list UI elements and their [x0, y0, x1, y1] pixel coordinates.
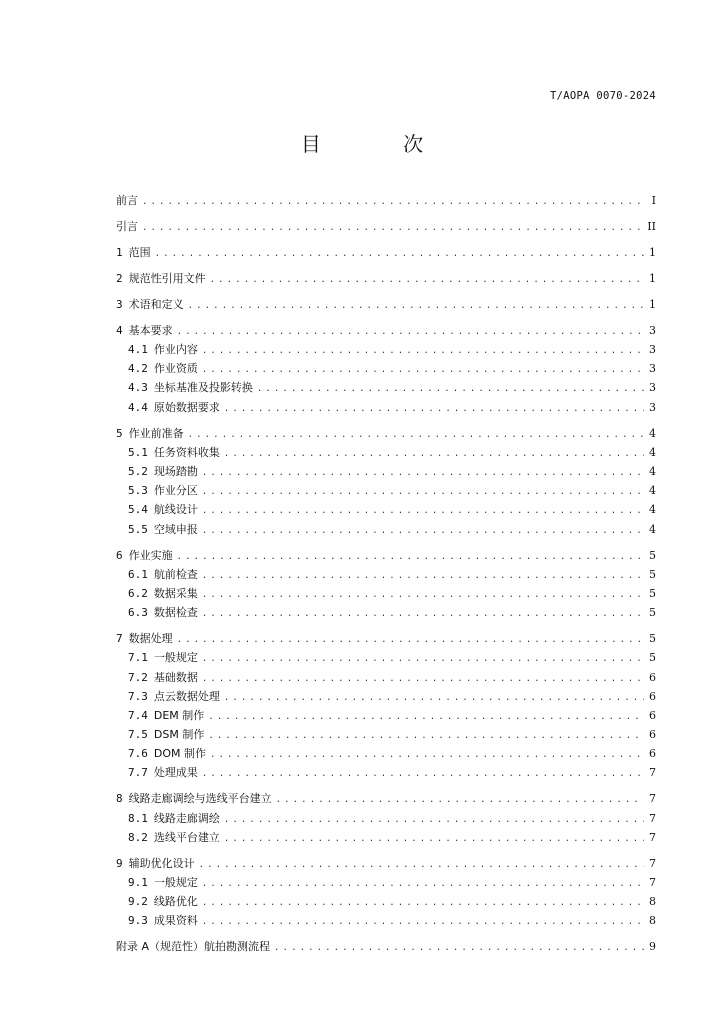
toc-entry-page-number: 7 — [649, 811, 656, 825]
toc-title: 目 次 — [300, 132, 462, 156]
toc-subsection-entry[interactable] — [116, 668, 656, 687]
toc-entry-label: 现场踏勘 — [153, 465, 198, 479]
toc-entry-label: 航前检查 — [153, 567, 198, 581]
toc-entry-label: 术语和定义 — [128, 297, 184, 311]
dot-leader — [274, 939, 644, 958]
toc-entry-number: 5.2 — [128, 465, 148, 479]
toc-entry-number: 1 — [116, 245, 123, 259]
toc-entry-page-number: 7 — [649, 875, 656, 889]
toc-entry-label: 选线平台建立 — [153, 830, 220, 844]
toc-entry-number: 4.1 — [128, 343, 148, 357]
toc-entry-label: 数据处理 — [128, 632, 173, 646]
toc-entry-label: 原始数据要求 — [153, 400, 220, 414]
toc-section-entry[interactable] — [116, 424, 656, 443]
toc-entry-page-number: 4 — [649, 522, 656, 536]
toc-section-entry[interactable] — [116, 854, 656, 873]
toc-entry-number: 5.4 — [128, 503, 148, 517]
toc-entry-label: 附录 A（规范性）航拍勘测流程 — [116, 940, 271, 954]
toc-subsection-entry[interactable] — [116, 648, 656, 667]
toc-entry-label: 范围 — [128, 245, 151, 259]
toc-section-entry[interactable] — [116, 629, 656, 648]
toc-entry-number: 4.3 — [128, 381, 148, 395]
toc-entry-label: 规范性引用文件 — [128, 271, 206, 285]
toc-subsection-entry[interactable] — [116, 520, 656, 539]
toc-subsection-entry[interactable] — [116, 565, 656, 584]
toc-subsection-entry[interactable] — [116, 481, 656, 500]
toc-entry-number: 2 — [116, 271, 123, 285]
toc-section-entry[interactable] — [116, 191, 656, 210]
toc-section-entry[interactable] — [116, 937, 656, 956]
toc-entry-label: 引言 — [116, 219, 138, 233]
toc-entry-number: 7.4 — [128, 708, 148, 722]
toc-entry-label: 处理成果 — [153, 766, 198, 780]
toc-entry-label: 任务资料收集 — [153, 445, 220, 459]
dot-leader — [210, 271, 644, 290]
toc-entry-page-number: 8 — [649, 914, 656, 928]
toc-entry-label: 前言 — [116, 194, 138, 207]
toc-entry-label: 空域申报 — [153, 522, 198, 536]
toc-subsection-entry[interactable] — [116, 443, 656, 462]
toc-entry-number: 9.3 — [128, 914, 148, 928]
toc-subsection-entry[interactable] — [116, 603, 656, 622]
toc-subsection-entry[interactable] — [116, 500, 656, 519]
toc-entry-page-number: 7 — [649, 856, 656, 870]
toc-entry-page-number: I — [651, 194, 656, 207]
toc-subsection-entry[interactable] — [116, 809, 656, 828]
toc-subsection-entry[interactable] — [116, 763, 656, 782]
toc-entry-label: 航线设计 — [153, 503, 198, 517]
toc-entry-page-number: 3 — [649, 381, 656, 395]
toc-entry-label: 作业内容 — [153, 343, 198, 357]
toc-entry-label: DSM 制作 — [153, 728, 205, 742]
toc-entry-label: DOM 制作 — [153, 747, 206, 761]
toc-entry-number: 9.2 — [128, 895, 148, 909]
toc-entry-number: 7.2 — [128, 670, 148, 684]
toc-entry-number: 7 — [116, 632, 123, 646]
toc-entry-number: 5.3 — [128, 484, 148, 498]
dot-leader — [202, 522, 644, 541]
toc-entry-number: 7.7 — [128, 766, 148, 780]
dot-leader — [202, 765, 644, 784]
toc-entry-number: 7.6 — [128, 747, 148, 761]
table-of-contents — [116, 191, 656, 957]
toc-entry-number: 5.1 — [128, 445, 148, 459]
toc-entry-page-number: 4 — [649, 465, 656, 479]
toc-entry-number: 8.2 — [128, 830, 148, 844]
toc-entry-label: 基本要求 — [128, 323, 173, 337]
toc-entry-number: 6.3 — [128, 606, 148, 620]
toc-entry-label: 数据采集 — [153, 586, 198, 600]
toc-entry-label: 作业分区 — [153, 484, 198, 498]
dot-leader — [188, 297, 644, 316]
toc-subsection-entry[interactable] — [116, 725, 656, 744]
toc-entry-label: 基础数据 — [153, 670, 198, 684]
toc-entry-page-number: 6 — [649, 689, 656, 703]
dot-leader — [142, 193, 644, 212]
toc-entry-page-number: 3 — [649, 343, 656, 357]
toc-entry-label: 线路走廊调绘 — [153, 811, 220, 825]
document-code: T/AOPA 0070-2024 — [550, 90, 656, 102]
toc-entry-page-number: 5 — [649, 548, 656, 562]
toc-subsection-entry[interactable] — [116, 911, 656, 930]
toc-entry-page-number: 5 — [649, 606, 656, 620]
toc-subsection-entry[interactable] — [116, 892, 656, 911]
toc-entry-page-number: 5 — [649, 586, 656, 600]
toc-entry-page-number: 4 — [649, 484, 656, 498]
toc-entry-number: 7.3 — [128, 689, 148, 703]
toc-entry-label: 点云数据处理 — [153, 689, 220, 703]
toc-entry-label: 作业前准备 — [128, 426, 184, 440]
dot-leader — [202, 913, 644, 932]
toc-subsection-entry[interactable] — [116, 359, 656, 378]
toc-entry-page-number: 1 — [649, 297, 656, 311]
toc-entry-page-number: 6 — [649, 747, 656, 761]
toc-entry-page-number: 8 — [649, 895, 656, 909]
toc-entry-page-number: 7 — [649, 830, 656, 844]
toc-entry-page-number: II — [647, 219, 656, 233]
toc-entry-label: DEM 制作 — [153, 708, 205, 722]
toc-subsection-entry[interactable] — [116, 378, 656, 397]
toc-entry-label: 线路优化 — [153, 895, 198, 909]
toc-subsection-entry[interactable] — [116, 873, 656, 892]
toc-entry-page-number: 5 — [649, 567, 656, 581]
toc-entry-number: 4.2 — [128, 362, 148, 376]
toc-entry-label: 作业实施 — [128, 548, 173, 562]
toc-entry-number: 5.5 — [128, 522, 148, 536]
toc-entry-page-number: 3 — [649, 400, 656, 414]
toc-entry-number: 6.1 — [128, 567, 148, 581]
toc-entry-number: 4 — [116, 323, 123, 337]
toc-subsection-entry[interactable] — [116, 828, 656, 847]
toc-section-entry[interactable] — [116, 295, 656, 314]
toc-entry-page-number: 6 — [649, 670, 656, 684]
dot-leader — [142, 219, 643, 238]
toc-entry-page-number: 5 — [649, 651, 656, 665]
toc-section-entry[interactable] — [116, 789, 656, 808]
toc-entry-page-number: 3 — [649, 362, 656, 376]
toc-entry-page-number: 5 — [649, 632, 656, 646]
toc-section-entry[interactable] — [116, 217, 656, 236]
toc-entry-label: 辅助优化设计 — [128, 856, 195, 870]
toc-entry-page-number: 3 — [649, 323, 656, 337]
toc-entry-number: 5 — [116, 426, 123, 440]
toc-subsection-entry[interactable] — [116, 340, 656, 359]
toc-entry-label: 成果资料 — [153, 914, 198, 928]
toc-entry-number: 9.1 — [128, 875, 148, 889]
toc-entry-number: 7.5 — [128, 728, 148, 742]
toc-entry-page-number: 7 — [649, 766, 656, 780]
toc-subsection-entry[interactable] — [116, 398, 656, 417]
dot-leader — [224, 830, 644, 849]
toc-entry-label: 线路走廊调绘与选线平台建立 — [128, 792, 272, 806]
toc-subsection-entry[interactable] — [116, 462, 656, 481]
toc-subsection-entry[interactable] — [116, 744, 656, 763]
toc-entry-page-number: 1 — [649, 245, 656, 259]
toc-entry-number: 6.2 — [128, 586, 148, 600]
toc-section-entry[interactable] — [116, 243, 656, 262]
toc-entry-page-number: 1 — [649, 271, 656, 285]
toc-entry-number: 8.1 — [128, 811, 148, 825]
toc-entry-page-number: 9 — [649, 940, 656, 954]
toc-section-entry[interactable] — [116, 269, 656, 288]
toc-entry-number: 6 — [116, 548, 123, 562]
toc-entry-page-number: 4 — [649, 445, 656, 459]
toc-section-entry[interactable] — [116, 546, 656, 565]
toc-subsection-entry[interactable] — [116, 706, 656, 725]
toc-entry-number: 7.1 — [128, 651, 148, 665]
toc-entry-number: 9 — [116, 856, 123, 870]
dot-leader — [155, 245, 644, 264]
toc-subsection-entry[interactable] — [116, 584, 656, 603]
toc-entry-label: 坐标基准及投影转换 — [153, 381, 253, 395]
toc-entry-label: 一般规定 — [153, 875, 198, 889]
toc-entry-label: 数据检查 — [153, 606, 198, 620]
toc-entry-page-number: 4 — [649, 426, 656, 440]
toc-section-entry[interactable] — [116, 321, 656, 340]
toc-entry-number: 4.4 — [128, 400, 148, 414]
toc-entry-label: 一般规定 — [153, 651, 198, 665]
toc-entry-page-number: 4 — [649, 503, 656, 517]
toc-entry-number: 3 — [116, 297, 123, 311]
toc-entry-page-number: 6 — [649, 728, 656, 742]
toc-entry-label: 作业资质 — [153, 362, 198, 376]
toc-entry-page-number: 7 — [649, 792, 656, 806]
dot-leader — [224, 400, 644, 419]
dot-leader — [202, 605, 644, 624]
toc-subsection-entry[interactable] — [116, 687, 656, 706]
toc-entry-page-number: 6 — [649, 708, 656, 722]
toc-entry-number: 8 — [116, 792, 123, 806]
